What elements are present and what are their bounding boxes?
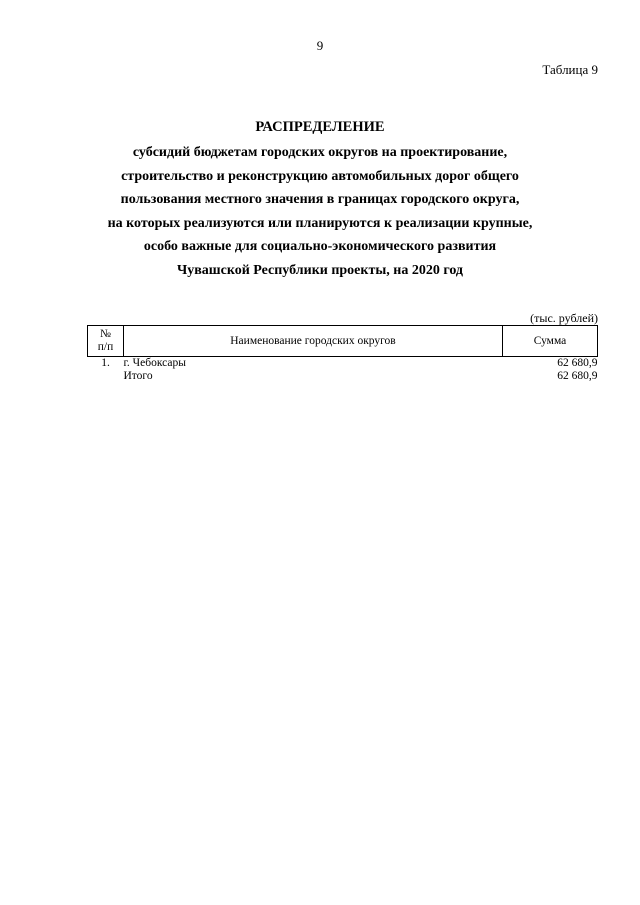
title-main: РАСПРЕДЕЛЕНИЕ xyxy=(255,119,385,135)
header-name: Наименование городских округов xyxy=(124,326,503,357)
row-name: Итого xyxy=(123,370,153,382)
title-line: особо важные для социально-экономического развития xyxy=(143,239,497,254)
table-header-row xyxy=(88,326,598,357)
row-number xyxy=(88,370,124,383)
table-row xyxy=(88,357,598,371)
title-line: пользования местного значения в границах городского округа, xyxy=(120,192,520,207)
document-title xyxy=(40,118,600,282)
row-name: г. Чебоксары xyxy=(123,357,186,369)
title-line: Чувашской Республики проекты, на 2020 год xyxy=(176,262,464,278)
table-row-total xyxy=(88,370,598,383)
page-number: 9 xyxy=(316,38,324,53)
title-line: субсидий бюджетам городских округов на проектирование, xyxy=(132,145,508,160)
header-number-line2: п/п xyxy=(97,341,114,353)
row-sum: 62 680,9 xyxy=(557,370,598,382)
units-label: (тыс. рублей) xyxy=(530,311,598,325)
distribution-table xyxy=(87,325,598,383)
title-line: строительство и реконструкцию автомобильных дорог общего xyxy=(121,168,519,184)
row-sum: 62 680,9 xyxy=(557,357,598,369)
row-number: 1. xyxy=(101,357,110,369)
table-label: Таблица 9 xyxy=(542,62,598,77)
header-number xyxy=(88,326,124,357)
header-number-line1: № xyxy=(100,328,111,340)
title-line: на которых реализуются или планируются к реализации крупные, xyxy=(107,215,533,231)
header-sum: Сумма xyxy=(503,326,598,357)
